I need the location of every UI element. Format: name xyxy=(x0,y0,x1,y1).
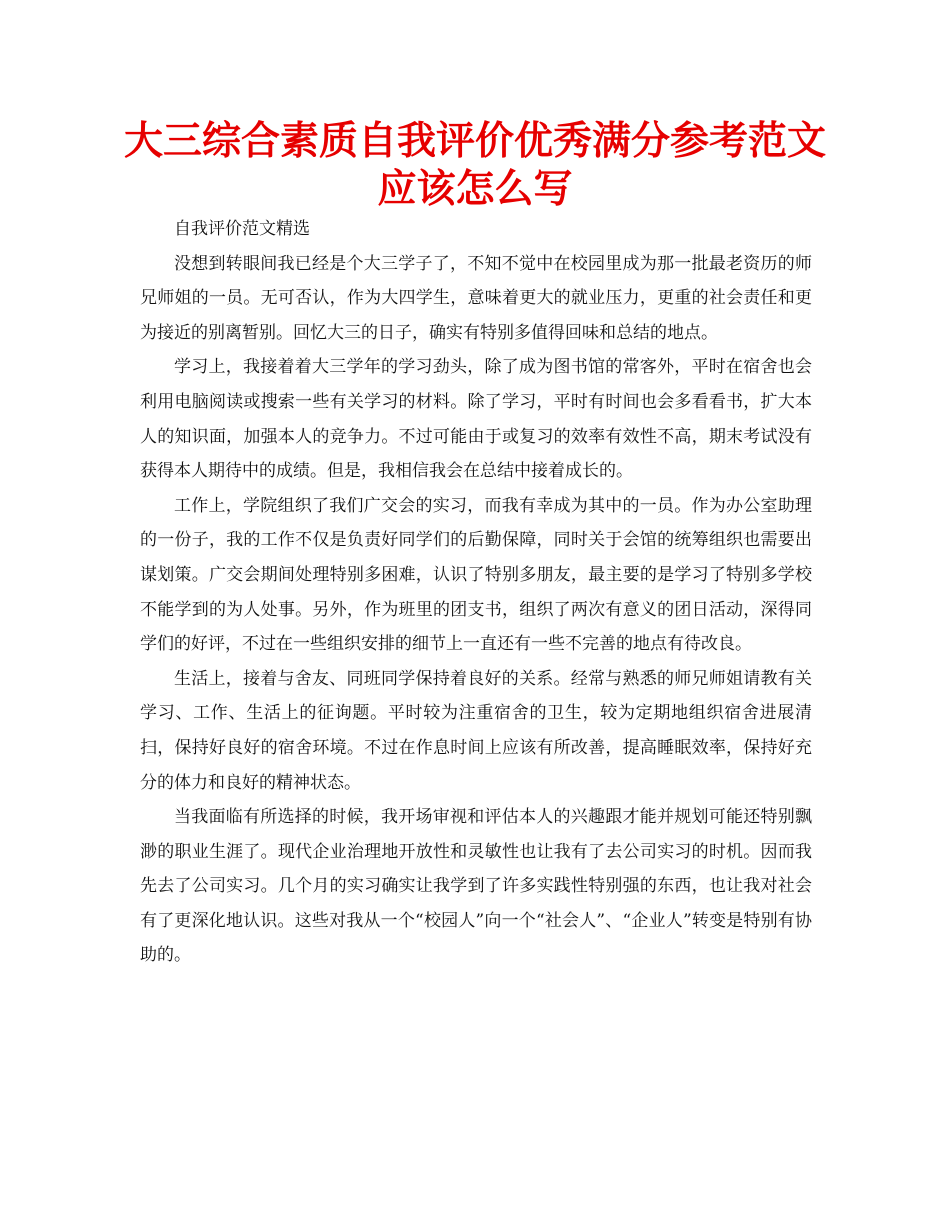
title-line-1: 大三综合素质自我评价优秀满分参考范文 xyxy=(123,119,826,164)
document-body xyxy=(140,212,812,973)
paragraph-study: 学习上，我接着着大三学年的学习劲头，除了成为图书馆的常客外，平时在宿舍也会利用电脑阅读或搜索一些有关学习的材料。除了学习，平时有时间也会多看看书，扩大本人的知识面，加强本人的竞争力。不过可能由于或复习的效率有效性不高，期末考试没有获得本人期待中的成绩。但是，我相信我会在总结中接着成长的。 xyxy=(140,357,812,482)
document-title xyxy=(120,118,830,214)
title-line-2: 应该怎么写 xyxy=(377,167,573,212)
paragraph-work: 工作上，学院组织了我们广交会的实习，而我有幸成为其中的一员。作为办公室助理的一份子，我的工作不仅是负责好同学们的后勤保障，同时关于会馆的统筹组织也需要出谋划策。广交会期间处理特别多困难，认识了特别多朋友，最主要的是学习了特别多学校不能学到的为人处事。另外，作为班里的团支书，组织了两次有意义的团日活动，深得同学们的好评，不过在一些组织安排的细节上一直还有一些不完善的地点有待改良。 xyxy=(140,495,812,655)
section-subheading: 自我评价范文精选 xyxy=(174,219,310,239)
paragraph-life: 生活上，接着与舍友、同班同学保持着良好的关系。经常与熟悉的师兄师姐请教有关学习、工作、生活上的征询题。平时较为注重宿舍的卫生，较为定期地组织宿舍进展清扫，保持好良好的宿舍环境。不过在作息时间上应该有所改善，提高睡眠效率，保持好充分的体力和良好的精神状态。 xyxy=(140,668,812,793)
paragraph-career: 当我面临有所选择的时候，我开场审视和评估本人的兴趣跟才能并规划可能还特别飘渺的职业生涯了。现代企业治理地开放性和灵敏性也让我有了去公司实习的时机。因而我先去了公司实习。几个月的实习确实让我学到了许多实践性特别强的东西，也让我对社会有了更深化地认识。这些对我从一个“校园人”向一个“社会人”、“企业人”转变是特别有协助的。 xyxy=(140,807,812,966)
paragraph-intro: 没想到转眼间我已经是个大三学子了，不知不觉中在校园里成为那一批最老资历的师兄师姐的一员。无可否认，作为大四学生，意味着更大的就业压力，更重的社会责任和更为接近的别离暂别。回忆大三的日子，确实有特别多值得回味和总结的地点。 xyxy=(140,253,812,343)
